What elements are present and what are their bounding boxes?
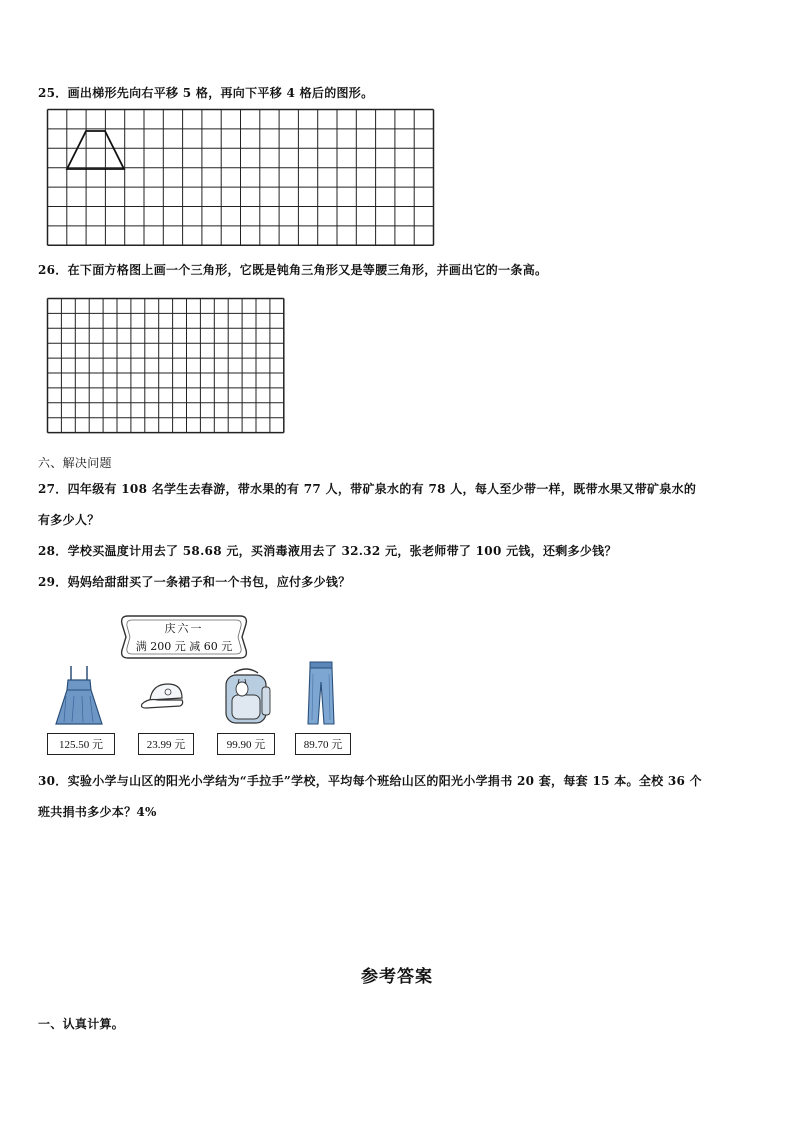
question-26: 26．在下面方格图上画一个三角形，它既是钝角三角形又是等腰三角形，并画出它的一条高。 xyxy=(38,263,548,277)
price-cap: 23.99 元 xyxy=(138,733,194,755)
trapezoid-shape xyxy=(67,131,124,169)
question-30: 30．实验小学与山区的阳光小学结为“手拉手”学校，平均每个班给山区的阳光小学捐书 20 套，每套 15 本。全校 36 个 xyxy=(38,774,702,788)
question-25: 25．画出梯形先向右平移 5 格，再向下平移 4 格后的图形。 xyxy=(38,86,374,100)
dress-icon xyxy=(54,664,104,726)
question-30-cont: 班共捐书多少本？4% xyxy=(38,805,157,819)
question-29: 29．妈妈给甜甜买了一条裙子和一个书包，应付多少钱？ xyxy=(38,575,351,589)
price-jeans: 89.70 元 xyxy=(295,733,351,755)
answers-section-1: 一、认真计算。 xyxy=(38,1017,125,1031)
question-28: 28．学校买温度计用去了 58.68 元，买消毒液用去了 32.32 元，张老师带了 100 元钱，还剩多少钱？ xyxy=(38,544,617,558)
answers-title: 参考答案 xyxy=(361,967,433,987)
grid-25 xyxy=(47,109,435,247)
section-6-heading: 六、解决问题 xyxy=(38,456,112,470)
cap-icon xyxy=(140,680,190,712)
jeans-icon xyxy=(304,660,338,726)
question-27: 27．四年级有 108 名学生去春游，带水果的有 77 人，带矿泉水的有 78 人，每人至少带一样，既带水果又带矿泉水的 xyxy=(38,482,697,496)
backpack-icon xyxy=(220,667,272,727)
question-27-cont: 有多少人？ xyxy=(38,513,100,527)
price-backpack: 99.90 元 xyxy=(217,733,275,755)
price-dress: 125.50 元 xyxy=(47,733,115,755)
promo-title: 庆六一 xyxy=(164,622,204,635)
promo-offer: 满 200 元 减 60 元 xyxy=(135,640,233,653)
grid-26 xyxy=(47,298,287,434)
